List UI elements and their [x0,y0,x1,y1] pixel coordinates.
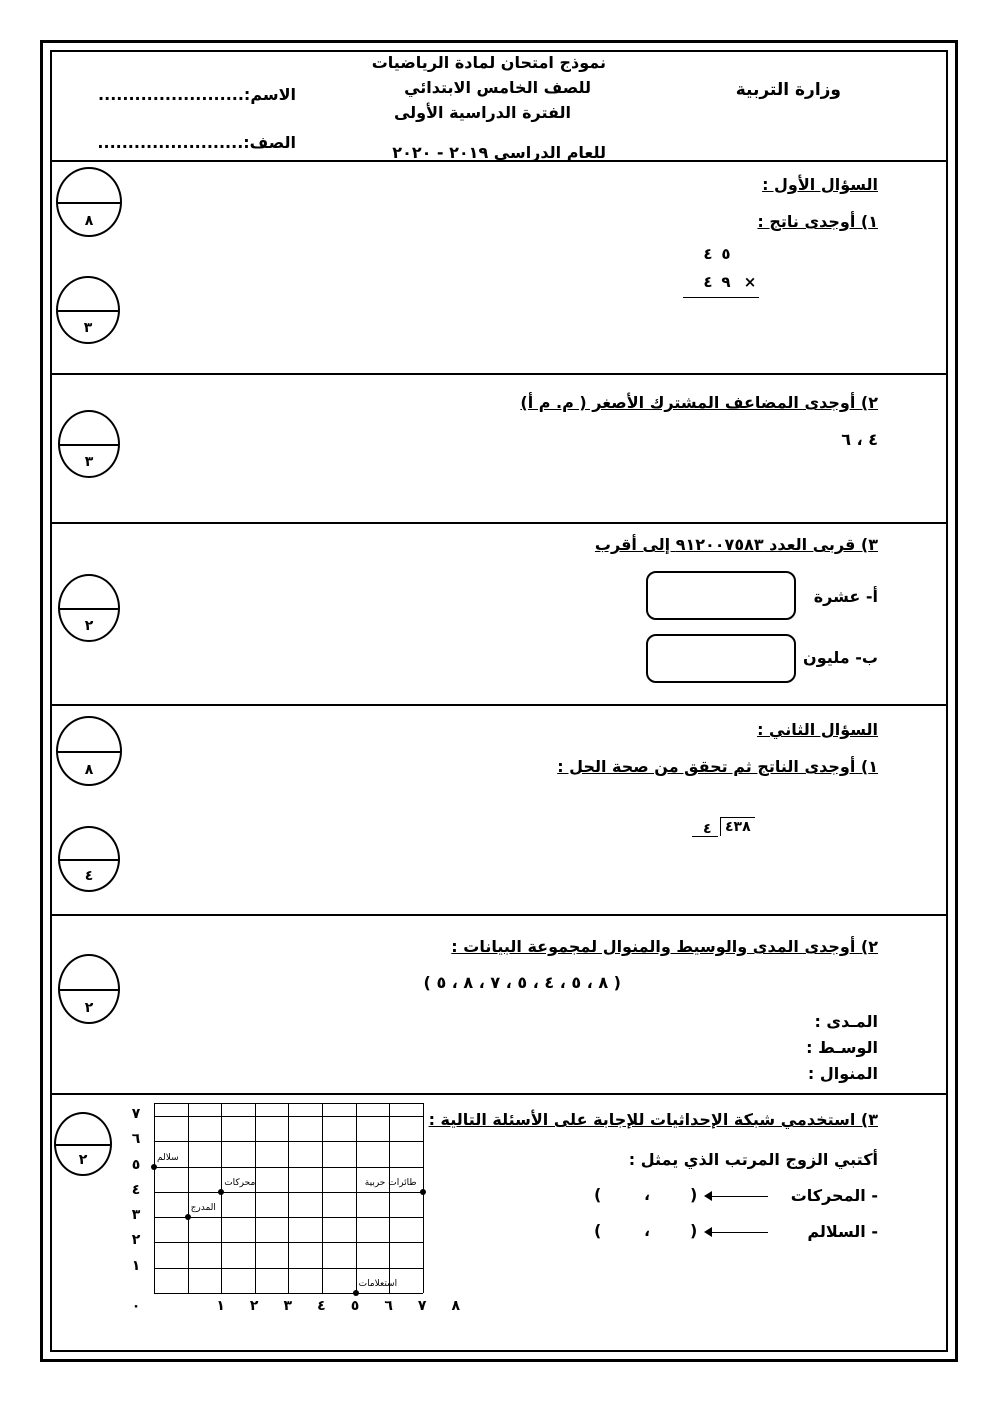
grid-y-label: ٤ [131,1181,141,1198]
q1-part2-numbers: ٤ ، ٦ [841,430,878,449]
score-circle: ٨ [56,167,122,237]
exam-title-line4: للعام الدراسي ٢٠١٩ - ٢٠٢٠ [392,143,606,162]
grid-x-label: ٧ [417,1298,427,1314]
q1-part2-title: ٢) أوجدى المضاعف المشترك الأصغر ( م. م أ) [520,393,878,412]
round-tens-label: أ- عشرة [813,587,878,606]
score-circle: ٨ [56,716,122,786]
grid-point-label: استعلامات [358,1279,398,1289]
comma: ، [644,1185,651,1204]
mult-digit: ٤ [703,273,713,291]
arrow-line [710,1232,768,1233]
mode-label: المنوال : [807,1064,878,1083]
grid-x-label: ٢ [249,1298,259,1314]
exam-title-line2: للصف الخامس الابتدائي [404,78,591,97]
grid-point-label: سلالم [157,1152,179,1163]
grid-point-label: طائرات حربية [364,1177,417,1188]
grid-x-label: ١ [216,1298,225,1314]
round-million-answer-box[interactable] [646,634,796,683]
divider [50,704,948,706]
grid-point-label: محركات [224,1177,256,1188]
ordered-pair-item-engines: - المحركات [790,1186,878,1205]
median-label: الوسـط : [806,1038,878,1057]
q2-part2-title: ٢) أوجدى المدى والوسيط والمنوال لمجموعة البيانات : [451,937,878,956]
grid-y-label: ٢ [131,1232,141,1249]
paren: ( [690,1221,698,1240]
q2-heading: السؤال الثاني : [757,720,878,739]
score-circle: ٢ [54,1112,112,1176]
mult-sign: × [743,273,757,291]
grid-x-label: ٨ [451,1298,461,1314]
paren: ) [594,1221,602,1240]
score-circle: ٢ [58,954,120,1024]
student-name-field[interactable]: الاسم:........................ [98,85,296,104]
mult-digit: ٩ [721,273,731,291]
grid-y-label: ٧ [131,1105,141,1122]
grid-x-label: ٣ [283,1298,293,1314]
score-circle: ٤ [58,826,120,892]
arrow-left-icon [704,1227,712,1237]
ministry-name: وزارة التربية [735,80,841,100]
division-dividend: ٤٣٨ [720,817,755,836]
score-circle: ٢ [58,574,120,642]
mult-digit: ٥ [721,245,731,263]
grid-point-label: المدرج [190,1203,216,1214]
q2-part3-title: ٣) استخدمي شبكة الإحداثيات للإجابة على الأسئلة التالية : [428,1110,878,1129]
range-label: المـدى : [814,1012,878,1031]
arrow-line [710,1196,768,1197]
divider [50,160,948,162]
round-million-label: ب- مليون [803,648,878,667]
score-circle: ٣ [56,276,120,344]
grid-x-label: ٠ [131,1298,141,1314]
q2-part3-subtitle: أكتبي الزوج المرتب الذي يمثل : [628,1150,878,1169]
q1-heading: السؤال الأول : [762,175,878,194]
score-circle: ٣ [58,410,120,478]
divider [50,1093,948,1095]
paren: ( [690,1185,698,1204]
grid-y-label: ٣ [131,1207,141,1224]
grid-x-label: ٥ [350,1298,360,1314]
exam-title-line1: نموذج امتحان لمادة الرياضيات [371,53,606,72]
exam-title-line3: الفترة الدراسية الأولى [393,103,571,122]
grid-x-label: ٦ [384,1298,393,1314]
grid-x-label: ٤ [317,1298,326,1314]
q1-part3-title: ٣) قربى العدد ٩١٢٠٠٧٥٨٣ إلى أقرب [594,535,878,554]
paren: ) [594,1185,602,1204]
q2-dataset: ( ٨ ، ٥ ، ٤ ، ٥ ، ٧ ، ٨ ، ٥ ) [423,973,621,992]
division-line [692,836,718,837]
q1-part1-title: ١) أوجدى ناتج : [757,212,878,231]
divider [50,914,948,916]
mult-line [683,297,759,298]
student-class-field[interactable]: الصف:........................ [97,133,296,152]
grid-y-label: ٥ [131,1156,141,1173]
mult-digit: ٤ [703,245,713,263]
grid-y-label: ٦ [131,1131,141,1148]
arrow-left-icon [704,1191,712,1201]
round-tens-answer-box[interactable] [646,571,796,620]
grid-y-label: ١ [131,1257,141,1274]
q2-part1-title: ١) أوجدى الناتج ثم تحقق من صحة الحل : [557,757,878,776]
divider [50,373,948,375]
comma: ، [644,1221,651,1240]
division-divisor: ٤ [703,821,712,837]
ordered-pair-item-stairs: - السلالم [807,1222,878,1241]
divider [50,522,948,524]
